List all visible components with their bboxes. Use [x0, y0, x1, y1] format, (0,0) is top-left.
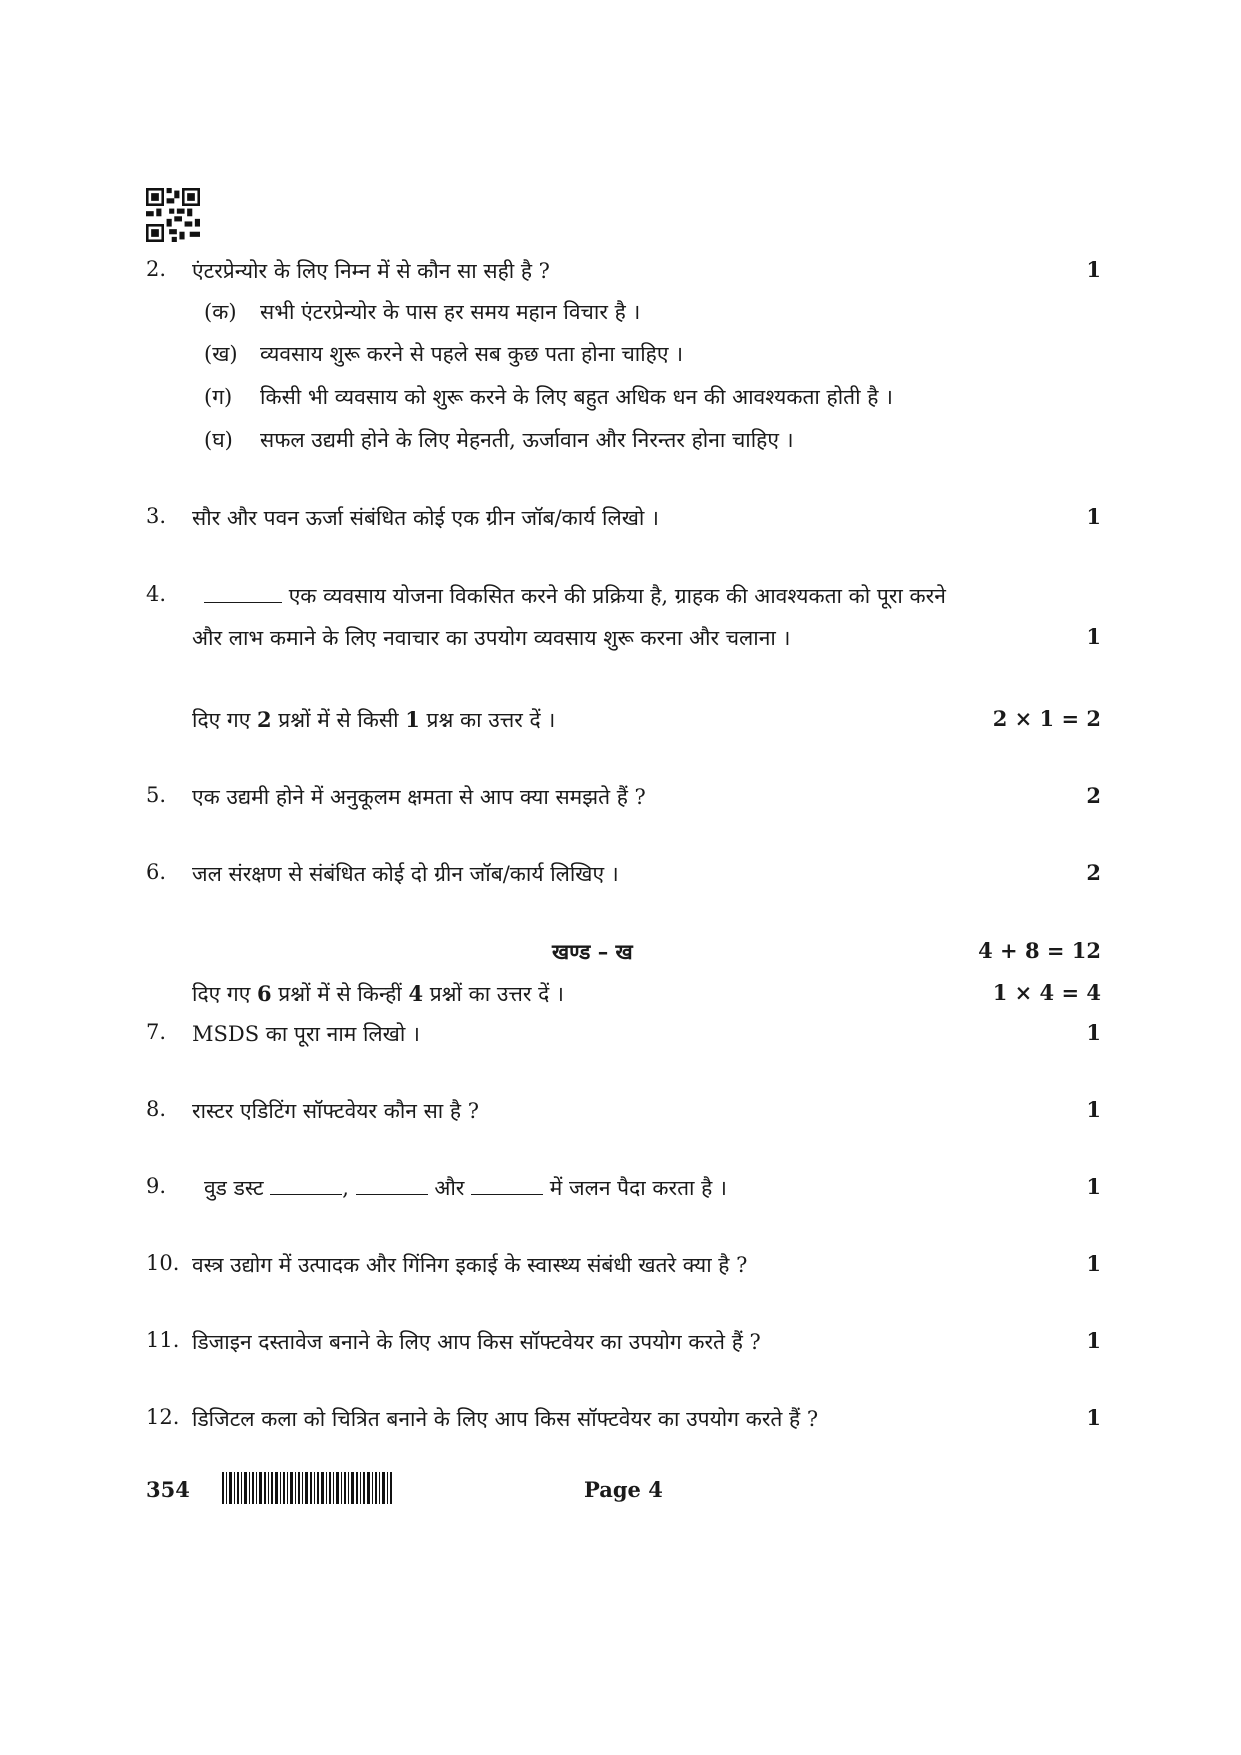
fill-blank: [270, 1176, 342, 1195]
section-mark: 4 + 8 = 12: [978, 938, 1101, 963]
instruction-mark: 1 × 4 = 4: [992, 980, 1101, 1005]
fill-blank: [204, 584, 282, 603]
question-mark: 1: [1086, 1328, 1101, 1353]
question-mark: 1: [1086, 1020, 1101, 1045]
question-number: 2.: [146, 257, 167, 281]
option-label: (ख): [204, 342, 238, 366]
question-mark: 1: [1086, 1405, 1101, 1430]
question-mark: 1: [1086, 257, 1101, 282]
question-number: 8.: [146, 1097, 167, 1121]
question-number: 7.: [146, 1020, 167, 1044]
fill-blank: [471, 1176, 543, 1195]
question-number: 9.: [146, 1174, 167, 1198]
question-text: MSDS का पूरा नाम लिखो ।: [192, 1022, 420, 1046]
question-number: 5.: [146, 783, 167, 807]
question-mark: 1: [1086, 1097, 1101, 1122]
page-number: Page 4: [584, 1477, 663, 1502]
option-label: (घ): [204, 428, 233, 452]
option-text: किसी भी व्यवसाय को शुरू करने के लिए बहुत अधिक धन की आवश्यकता होती है ।: [260, 385, 894, 409]
question-text: एंटरप्रेन्योर के लिए निम्न में से कौन सा सही है ?: [192, 259, 550, 283]
question-number: 3.: [146, 504, 167, 528]
option-label: (क): [204, 300, 237, 324]
question-mark: 2: [1086, 783, 1101, 808]
question-mark: 1: [1086, 1174, 1101, 1199]
option-text: सफल उद्यमी होने के लिए मेहनती, ऊर्जावान और निरन्तर होना चाहिए ।: [260, 428, 794, 452]
question-text: रास्टर एडिटिंग सॉफ्टवेयर कौन सा है ?: [192, 1099, 479, 1123]
question-number: 12.: [146, 1405, 180, 1429]
paper-code: 354: [146, 1477, 190, 1502]
qr-code-icon: [146, 188, 200, 242]
question-mark: 1: [1086, 1251, 1101, 1276]
option-text: सभी एंटरप्रेन्योर के पास हर समय महान विचार है ।: [260, 300, 641, 324]
question-text: डिजिटल कला को चित्रित बनाने के लिए आप किस सॉफ्टवेयर का उपयोग करते हैं ?: [192, 1407, 819, 1431]
instruction-text: दिए गए 6 प्रश्नों में से किन्हीं 4 प्रश्नों का उत्तर दें ।: [192, 981, 564, 1006]
instruction-text: दिए गए 2 प्रश्नों में से किसी 1 प्रश्न का उत्तर दें ।: [192, 707, 556, 732]
option-text: व्यवसाय शुरू करने से पहले सब कुछ पता होना चाहिए ।: [260, 342, 684, 366]
question-text: सौर और पवन ऊर्जा संबंधित कोई एक ग्रीन जॉब/कार्य लिखो ।: [192, 506, 659, 530]
question-text: एक व्यवसाय योजना विकसित करने की प्रक्रिया है, ग्राहक की आवश्यकता को पूरा करने: [204, 582, 946, 610]
option-label: (ग): [204, 385, 233, 409]
question-text: एक उद्यमी होने में अनुकूलम क्षमता से आप क्या समझते हैं ?: [192, 785, 646, 809]
question-text-line2: और लाभ कमाने के लिए नवाचार का उपयोग व्यवसाय शुरू करना और चलाना ।: [192, 626, 791, 650]
question-text: वस्त्र उद्योग में उत्पादक और गिंनिग इकाई के स्वास्थ्य संबंधी खतरे क्या है ?: [192, 1253, 748, 1277]
barcode-icon: [222, 1472, 392, 1504]
question-number: 10.: [146, 1251, 180, 1275]
fill-blank: [356, 1176, 428, 1195]
question-text: डिजाइन दस्तावेज बनाने के लिए आप किस सॉफ्टवेयर का उपयोग करते हैं ?: [192, 1330, 761, 1354]
question-mark: 2: [1086, 860, 1101, 885]
question-number: 4.: [146, 582, 167, 606]
question-text: जल संरक्षण से संबंधित कोई दो ग्रीन जॉब/कार्य लिखिए ।: [192, 862, 619, 886]
section-title: खण्ड – ख: [552, 939, 633, 964]
instruction-mark: 2 × 1 = 2: [992, 706, 1101, 731]
question-mark: 1: [1086, 624, 1101, 649]
question-text: वुड डस्ट , और में जलन पैदा करता है ।: [204, 1176, 727, 1200]
question-number: 11.: [146, 1328, 180, 1352]
question-mark: 1: [1086, 504, 1101, 529]
question-number: 6.: [146, 860, 167, 884]
